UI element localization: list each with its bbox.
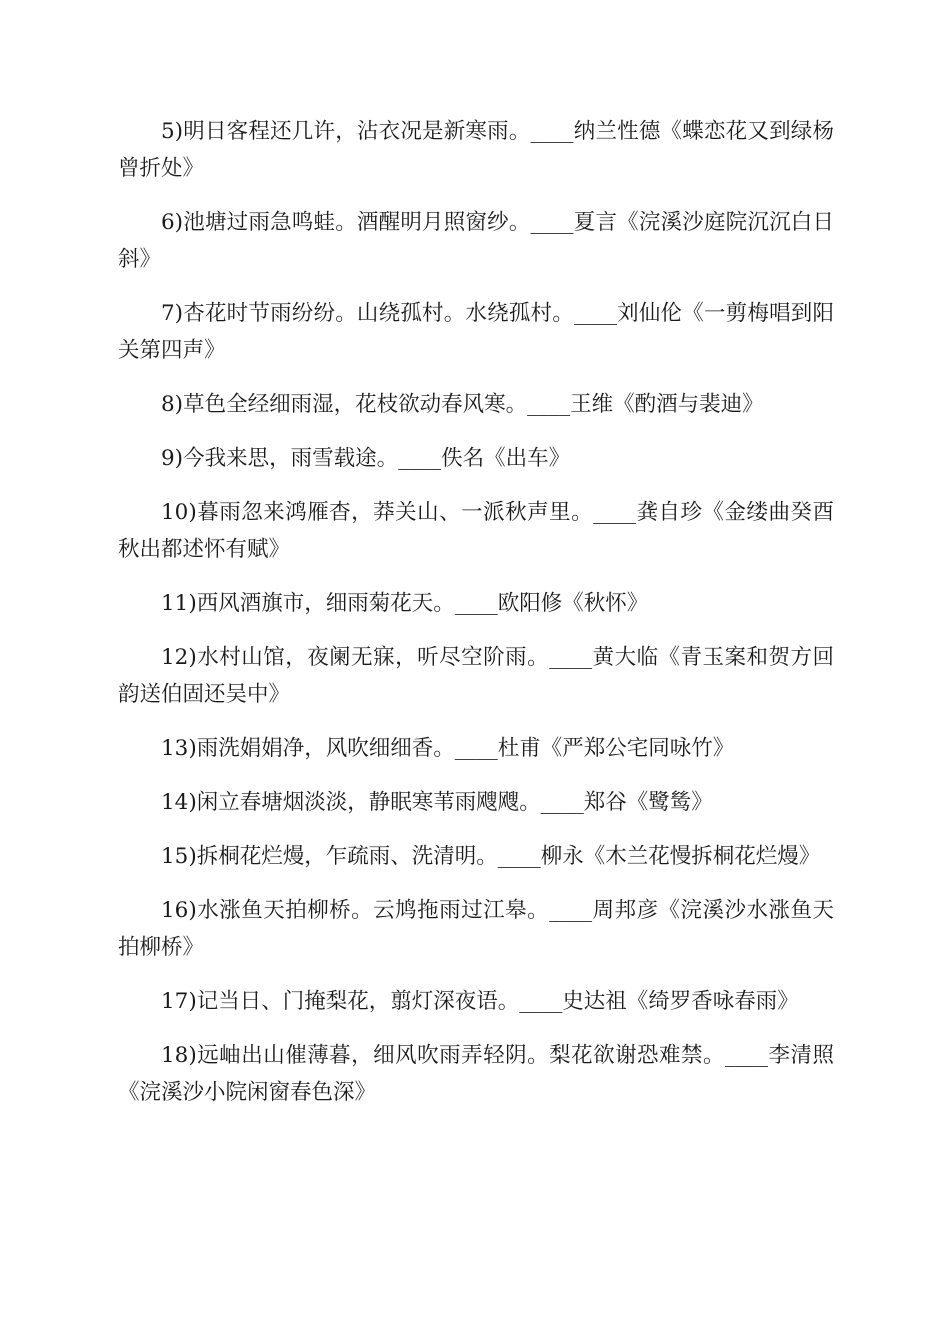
list-item: 9)今我来思，雨雪载途。____佚名《出车》 (161, 446, 571, 471)
list-item: 16)水涨鱼天拍柳桥。云鸠拖雨过江皋。____周邦彦《浣溪沙水涨鱼天拍柳桥》 (118, 898, 834, 960)
list-item: 17)记当日、门掩梨花，翦灯深夜语。____史达祖《绮罗香咏春雨》 (161, 989, 799, 1014)
list-item: 18)远岫出山催薄暮，细风吹雨弄轻阴。梨花欲谢恐难禁。____李清照《浣溪沙小院闲窗春色深》 (118, 1043, 834, 1105)
list-item: 11)西风酒旗市，细雨菊花天。____欧阳修《秋怀》 (161, 591, 649, 616)
list-item: 8)草色全经细雨湿，花枝欲动春风寒。____王维《酌酒与裴迪》 (161, 392, 764, 417)
list-item: 14)闲立春塘烟淡淡，静眠寒苇雨飕飕。____郑谷《鹭鸶》 (161, 790, 713, 815)
list-item: 15)拆桐花烂熳，乍疏雨、洗清明。____柳永《木兰花慢拆桐花烂熳》 (161, 844, 821, 869)
list-item: 6)池塘过雨急鸣蛙。酒醒明月照窗纱。____夏言《浣溪沙庭院沉沉白日斜》 (118, 210, 834, 272)
list-item: 7)杏花时节雨纷纷。山绕孤村。水绕孤村。____刘仙伦《一剪梅唱到阳关第四声》 (118, 301, 834, 363)
poem-quote-list (118, 113, 834, 1128)
list-item: 5)明日客程还几许，沾衣况是新寒雨。____纳兰性德《蝶恋花又到绿杨曾折处》 (118, 119, 834, 181)
list-item: 10)暮雨忽来鸿雁杳，莽关山、一派秋声里。____龚自珍《金缕曲癸酉秋出都述怀有赋》 (118, 500, 834, 562)
list-item: 12)水村山馆，夜阑无寐，听尽空阶雨。____黄大临《青玉案和贺方回韵送伯固还吴中》 (118, 645, 834, 707)
list-item: 13)雨洗娟娟净，风吹细细香。____杜甫《严郑公宅同咏竹》 (161, 736, 735, 761)
